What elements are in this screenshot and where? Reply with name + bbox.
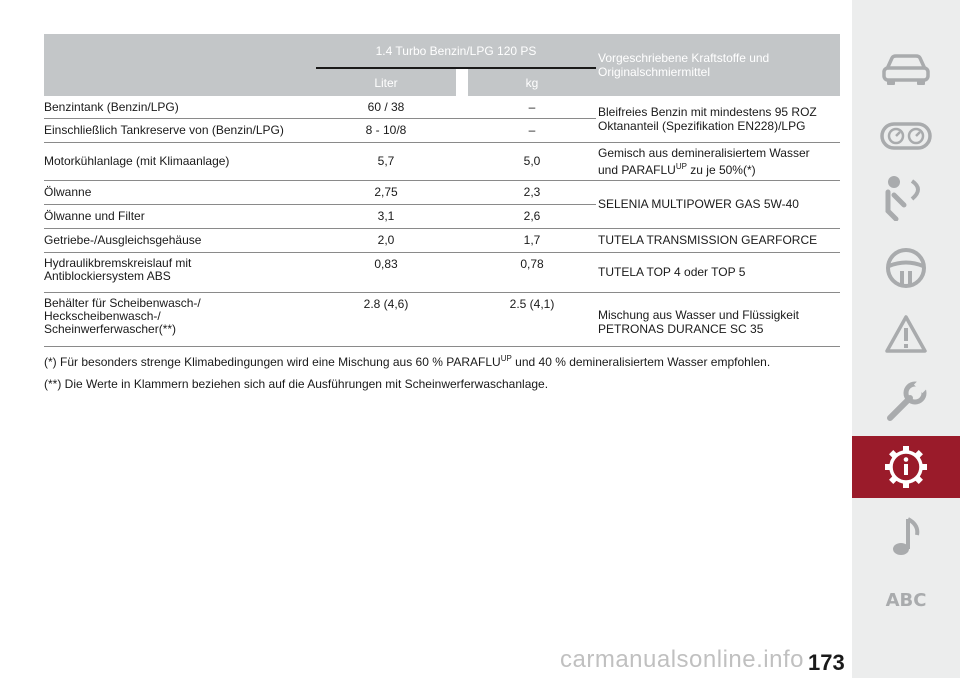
table-row	[44, 180, 840, 204]
row-label-line1: Hydraulikbremskreislauf mit	[44, 255, 192, 270]
row-kg: 5,0	[468, 142, 596, 180]
footnote-ref: (*)	[44, 355, 57, 369]
fuel-spec-line1: Bleifreies Benzin mit mindestens 95 ROZ	[598, 104, 817, 119]
footnote-sup: UP	[500, 354, 512, 363]
row-liter: 2,0	[316, 228, 456, 252]
warning-triangle-icon	[884, 314, 928, 354]
table-header-row	[44, 34, 840, 68]
row-kg: 2,3	[468, 180, 596, 204]
row-label-line2: Antiblockiersystem ABS	[44, 268, 171, 283]
engine-header: 1.4 Turbo Benzin/LPG 120 PS	[316, 34, 596, 68]
page-number: 173	[808, 650, 845, 675]
row-label: Benzintank (Benzin/LPG)	[44, 96, 316, 118]
row-label-line2: Heckscheibenwasch-/	[44, 308, 161, 323]
coolant-text-b: zu je 50%	[686, 162, 743, 177]
row-kg: 1,7	[468, 228, 596, 252]
abc-index-label: ABC	[885, 589, 927, 611]
sidebar-item-vehicle[interactable]	[852, 42, 960, 98]
sidebar-item-multimedia[interactable]	[852, 508, 960, 564]
table-row	[44, 142, 840, 180]
sidebar-item-safety[interactable]	[852, 170, 960, 226]
row-liter: 8 - 10/8	[316, 118, 456, 142]
fuel-spec-line2: Oktananteil (Spezifikation EN228)/LPG	[598, 118, 806, 133]
steering-wheel-icon	[885, 247, 927, 289]
oil-spec: SELENIA MULTIPOWER GAS 5W-40	[596, 180, 840, 228]
table-row	[44, 96, 840, 118]
row-liter: 2.8 (4,6)	[316, 292, 456, 346]
coolant-spec-line2	[598, 160, 840, 177]
spec-header: Vorgeschriebene Kraftstoffe und Originalschmiermittel	[596, 34, 840, 96]
wrench-icon	[884, 380, 928, 424]
row-liter: 60 / 38	[316, 96, 456, 118]
header-gap	[456, 68, 468, 96]
chapter-sidebar	[852, 0, 960, 678]
washer-spec-line2: PETRONAS DURANCE SC 35	[598, 322, 764, 336]
header-empty-cell	[44, 34, 316, 96]
gearbox-spec: TUTELA TRANSMISSION GEARFORCE	[596, 228, 840, 252]
row-label: Getriebe-/Ausgleichsgehäuse	[44, 228, 316, 252]
coolant-spec	[596, 142, 840, 180]
music-note-icon	[891, 515, 921, 557]
fuel-spec	[596, 96, 840, 142]
sidebar-item-driving[interactable]	[852, 240, 960, 296]
coolant-spec-line1: Gemisch aus demineralisiertem Wasser	[598, 145, 810, 160]
footnote-1	[44, 352, 844, 369]
seat-safety-icon	[884, 175, 928, 221]
sidebar-item-index[interactable]	[852, 572, 960, 628]
sidebar-item-maintenance[interactable]	[852, 374, 960, 430]
coolant-text: und PARAFLU	[598, 162, 676, 177]
capacities-table	[44, 34, 840, 347]
liter-header: Liter	[316, 68, 456, 96]
row-label: Ölwanne und Filter	[44, 204, 316, 228]
row-label: Motorkühlanlage (mit Klimaanlage)	[44, 142, 316, 180]
sidebar-item-emergency[interactable]	[852, 306, 960, 362]
row-label-text: Scheinwerferwascher	[44, 321, 159, 336]
kg-header: kg	[468, 68, 596, 96]
row-kg: 2.5 (4,1)	[468, 292, 596, 346]
row-liter: 0,83	[316, 252, 456, 292]
footnote-ref: (**)	[44, 377, 62, 391]
car-icon	[881, 53, 931, 87]
washer-spec	[596, 292, 840, 346]
technical-data-icon	[883, 444, 929, 490]
table-row	[44, 228, 840, 252]
coolant-ref[interactable]: (*)	[742, 162, 756, 177]
row-label	[44, 292, 316, 346]
footnote-text: Für besonders strenge Klimabedingungen wird eine Mischung aus 60 % PARAFLU	[56, 355, 501, 369]
row-kg: 0,78	[468, 252, 596, 292]
footnotes	[44, 352, 844, 399]
table-row	[44, 252, 840, 292]
row-label: Einschließlich Tankreserve von (Benzin/LPG)	[44, 118, 316, 142]
row-kg: 2,6	[468, 204, 596, 228]
row-kg: –	[468, 118, 596, 142]
dashboard-icon	[880, 121, 932, 151]
sidebar-item-technical-data[interactable]	[852, 436, 960, 498]
row-label	[44, 252, 316, 292]
washer-ref[interactable]: (**)	[158, 321, 177, 336]
footnote-2	[44, 377, 844, 391]
footnote-text: Die Werte in Klammern beziehen sich auf die Ausführungen mit Scheinwerferwaschanlage.	[61, 377, 549, 391]
row-liter: 2,75	[316, 180, 456, 204]
row-liter: 5,7	[316, 142, 456, 180]
footnote-text-b: und 40 % demineralisiertem Wasser empfohlen.	[511, 355, 771, 369]
watermark: carmanualsonline.info	[560, 646, 804, 673]
washer-spec-line1: Mischung aus Wasser und Flüssigkeit	[598, 308, 799, 322]
row-liter: 3,1	[316, 204, 456, 228]
sidebar-item-instruments[interactable]	[852, 108, 960, 164]
row-label: Ölwanne	[44, 180, 316, 204]
table-row	[44, 292, 840, 346]
row-label-line3	[44, 323, 316, 336]
row-kg: –	[468, 96, 596, 118]
row-label-line1: Behälter für Scheibenwasch-/	[44, 295, 201, 310]
brake-spec: TUTELA TOP 4 oder TOP 5	[596, 252, 840, 292]
coolant-sup: UP	[675, 161, 687, 171]
